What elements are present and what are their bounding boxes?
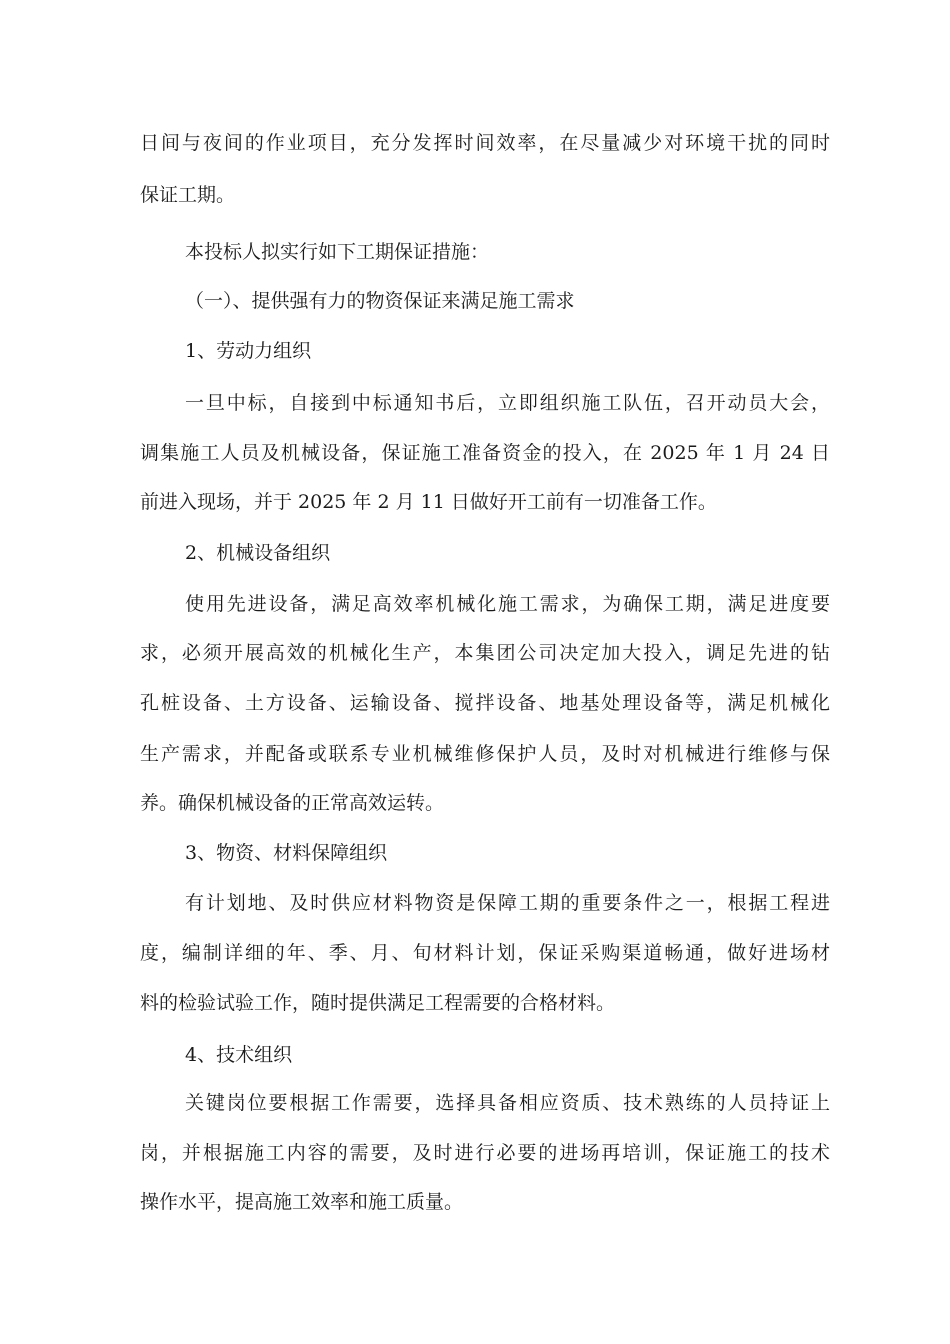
paragraph-line: 料的检验试验工作，随时提供满足工程需要的合格材料。	[140, 992, 616, 1014]
subsection-heading: 1、劳动力组织	[185, 340, 312, 362]
paragraph-line: 本投标人拟实行如下工期保证措施：	[185, 241, 490, 263]
paragraph-line: 一旦中标，自接到中标通知书后，立即组织施工队伍，召开动员大会，	[185, 392, 830, 414]
paragraph-line: 使用先进设备，满足高效率机械化施工需求，为确保工期，满足进度要	[185, 593, 830, 615]
paragraph-line: 调集施工人员及机械设备，保证施工准备资金的投入，在 2025 年 1 月 24 日	[140, 442, 830, 464]
paragraph-line: 岗，并根据施工内容的需要，及时进行必要的进场再培训，保证施工的技术	[140, 1142, 830, 1164]
paragraph-line: 度，编制详细的年、季、月、旬材料计划，保证采购渠道畅通，做好进场材	[140, 942, 830, 964]
paragraph-line: 日间与夜间的作业项目，充分发挥时间效率，在尽量减少对环境干扰的同时	[140, 132, 830, 154]
subsection-heading: 3、物资、材料保障组织	[185, 842, 388, 864]
subsection-heading: 4、技术组织	[185, 1044, 293, 1066]
paragraph-line: 前进入现场，并于 2025 年 2 月 11 日做好开工前有一切准备工作。	[140, 491, 717, 513]
section-heading: （一）、提供强有力的物资保证来满足施工需求	[185, 290, 575, 312]
paragraph-line: 生产需求，并配备或联系专业机械维修保护人员，及时对机械进行维修与保	[140, 743, 830, 765]
paragraph-line: 操作水平，提高施工效率和施工质量。	[140, 1191, 464, 1213]
paragraph-line: 有计划地、及时供应材料物资是保障工期的重要条件之一，根据工程进	[185, 892, 830, 914]
paragraph-line: 保证工期。	[140, 184, 236, 206]
paragraph-line: 养。确保机械设备的正常高效运转。	[140, 792, 445, 814]
subsection-heading: 2、机械设备组织	[185, 542, 331, 564]
paragraph-line: 孔桩设备、土方设备、运输设备、搅拌设备、地基处理设备等，满足机械化	[140, 692, 830, 714]
paragraph-line: 关键岗位要根据工作需要，选择具备相应资质、技术熟练的人员持证上	[185, 1092, 830, 1114]
paragraph-line: 求，必须开展高效的机械化生产，本集团公司决定加大投入，调足先进的钻	[140, 642, 830, 664]
